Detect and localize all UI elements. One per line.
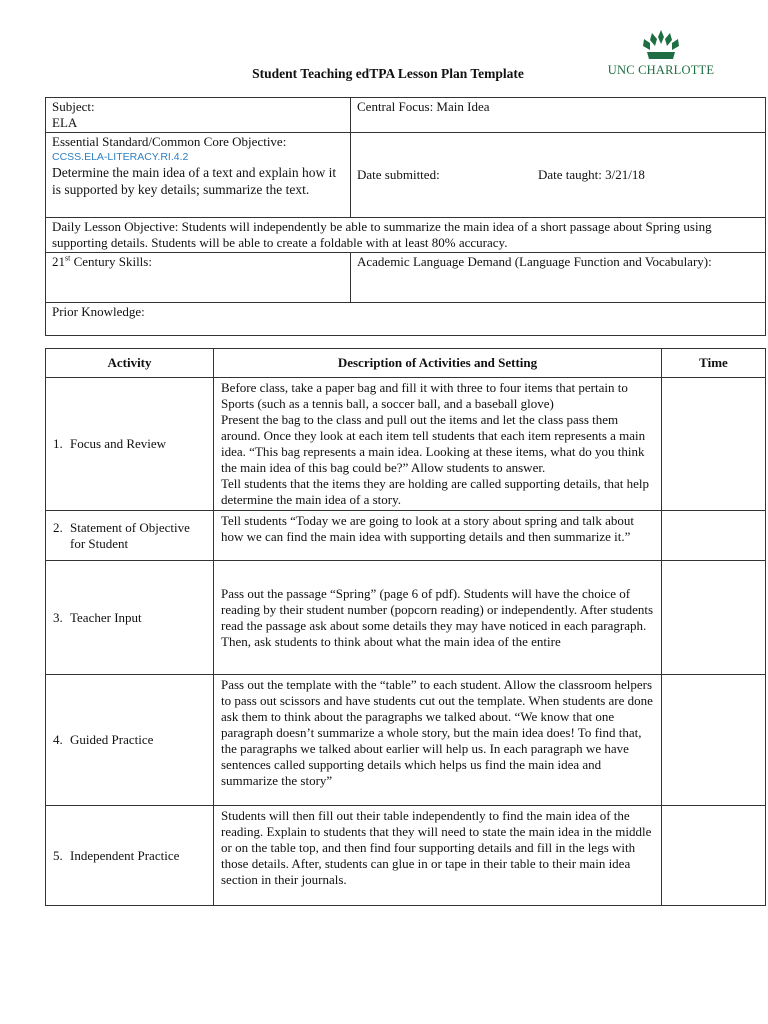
activity-description: Pass out the template with the “table” to each student. Allow the classroom helpers to pass out scissors and have students cut out the template. When students are done ask them to think about the paragraphs we talked about. “We know that one paragraph doesn’t summarize a whole story, but the main idea does! To find that, the paragraphs we talked about earlier will help us. In each paragraph we have sentences called supporting details which helps us find the main idea and summarize the story” xyxy=(214,675,662,806)
subject-label: Subject: xyxy=(52,99,95,114)
activity-description: Before class, take a paper bag and fill it with three to four items that pertain to Sports (such as a tennis ball, a soccer ball, and a baseball glove) Present the bag to the class and pull out the items and let the class pass them around. Once they look at each item tell students that each item represents a main idea. “This bag represents a main idea. Looking at these items, what do you think the main idea of this bag could be?” Allow students to answer. Tell students that the items they are holding are called supporting details, that help determine the main idea of a story. xyxy=(214,378,662,511)
col-header-time: Time xyxy=(662,349,766,378)
col-header-description: Description of Activities and Setting xyxy=(214,349,662,378)
activity-time xyxy=(662,675,766,806)
standard-link[interactable]: CCSS.ELA-LITERACY.RI.4.2 xyxy=(52,151,189,163)
crown-logo-icon xyxy=(640,28,682,62)
objective-cell xyxy=(46,133,351,218)
central-focus: Central Focus: Main Idea xyxy=(351,98,766,133)
activity-description: Tell students “Today we are going to look at a story about spring and talk about how we can find the main idea with supporting details and then summarize it.” xyxy=(214,511,662,561)
table-row xyxy=(46,561,766,675)
table-row xyxy=(46,806,766,906)
activity-cell: 3. Teacher Input xyxy=(46,561,214,675)
activity-cell: 5. Independent Practice xyxy=(46,806,214,906)
activity-time xyxy=(662,378,766,511)
table-row xyxy=(46,511,766,561)
activity-name: Independent Practice xyxy=(70,847,180,863)
academic-language: Academic Language Demand (Language Function and Vocabulary): xyxy=(351,253,766,303)
activity-cell: 2. Statement of Objective for Student xyxy=(46,511,214,561)
logo-text: UNC CHARLOTTE xyxy=(607,63,715,77)
subject-value: ELA xyxy=(52,115,78,130)
page-title: Student Teaching edTPA Lesson Plan Template xyxy=(252,66,524,81)
lesson-info-table xyxy=(45,97,766,336)
century-skills: 21st Century Skills: xyxy=(46,253,351,303)
activity-cell: 1. Focus and Review xyxy=(46,378,214,511)
subject-cell xyxy=(46,98,351,133)
activity-cell: 4. Guided Practice xyxy=(46,675,214,806)
date-taught: Date taught: 3/21/18 xyxy=(538,167,645,182)
activity-name: Focus and Review xyxy=(70,436,167,451)
activity-time xyxy=(662,561,766,675)
activity-time xyxy=(662,511,766,561)
activity-time xyxy=(662,806,766,906)
objective-text: Determine the main idea of a text and explain how it is supported by key details; summarize the text. xyxy=(52,165,337,197)
col-header-activity: Activity xyxy=(46,349,214,378)
activity-name: Teacher Input xyxy=(70,609,142,625)
activities-table xyxy=(45,348,766,906)
prior-knowledge: Prior Knowledge: xyxy=(46,303,766,336)
daily-objective: Daily Lesson Objective: Students will independently be able to summarize the main idea of a short passage about Spring using supporting details. Students will be able to create a foldable with at least 80% accuracy. xyxy=(46,218,766,253)
activity-description: Pass out the passage “Spring” (page 6 of pdf). Students will have the choice of reading by their student number (popcorn reading) or independently. After students read the passage ask about some details they may have noticed in each paragraph. Then, ask students to think about what the main idea of the entire xyxy=(214,561,662,675)
table-row xyxy=(46,675,766,806)
date-submitted: Date submitted: xyxy=(357,167,440,182)
dates-cell xyxy=(351,133,766,218)
activity-name: Guided Practice xyxy=(70,732,154,747)
table-row xyxy=(46,378,766,511)
activity-description: Students will then fill out their table independently to find the main idea of the reading. Explain to students that they will need to state the main idea in the middle or on the table top, and then find four supporting details and fill in the legs with those details. After, students can glue in or tape in their table to their main idea section in their journals. xyxy=(214,806,662,906)
objective-label: Essential Standard/Common Core Objective: xyxy=(52,134,287,149)
activity-name: Statement of Objective for Student xyxy=(70,519,190,551)
